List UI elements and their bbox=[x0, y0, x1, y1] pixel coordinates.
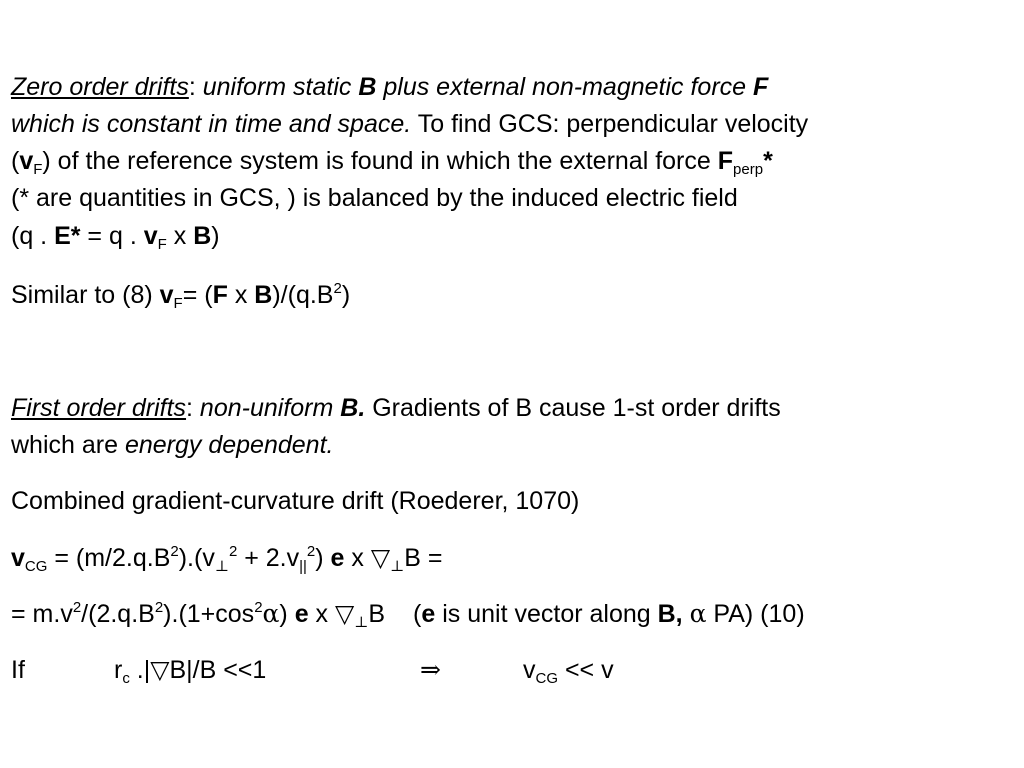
text: = ( bbox=[182, 281, 213, 309]
zero-order-line-1 bbox=[11, 72, 768, 102]
text: = q . bbox=[80, 222, 144, 250]
symbol-v: v bbox=[11, 544, 25, 572]
text: PA) (10) bbox=[706, 600, 805, 628]
paren-open: ( bbox=[11, 147, 20, 175]
symbol-E: E* bbox=[54, 222, 81, 250]
superscript: 2 bbox=[170, 543, 179, 560]
zero-order-line-5 bbox=[11, 221, 220, 251]
symbol-F: F bbox=[212, 281, 228, 309]
text: ) bbox=[341, 281, 351, 309]
subscript-CG: CG bbox=[535, 670, 558, 687]
text bbox=[683, 600, 690, 628]
first-order-heading: First order drifts bbox=[11, 394, 187, 422]
nabla-symbol: ▽ bbox=[370, 543, 391, 572]
perp-symbol: ⊥ bbox=[214, 557, 229, 575]
text: ).(v bbox=[178, 544, 215, 572]
parallel-symbol: || bbox=[299, 558, 307, 575]
reference-system-text: ) of the reference system is found in which the external force bbox=[42, 147, 718, 175]
text: ) bbox=[315, 544, 331, 572]
text: )/(q.B bbox=[272, 281, 334, 309]
perp-symbol: ⊥ bbox=[390, 557, 405, 575]
similar-equation bbox=[11, 280, 350, 310]
superscript: 2 bbox=[228, 543, 238, 560]
nabla-symbol: ▽ bbox=[150, 655, 170, 684]
subscript-c: c bbox=[122, 670, 130, 687]
text: Similar to (8) bbox=[11, 281, 160, 309]
superscript: 2 bbox=[254, 599, 263, 616]
text: x bbox=[227, 281, 255, 309]
symbol-F: F bbox=[753, 73, 769, 101]
energy-dependent-text: energy dependent. bbox=[124, 431, 334, 459]
zero-order-line-3 bbox=[11, 146, 773, 176]
first-order-line-2 bbox=[11, 430, 333, 460]
combined-drift-line bbox=[11, 486, 579, 516]
text: ) bbox=[211, 222, 220, 250]
subscript-F: F bbox=[33, 161, 43, 178]
if-text: If bbox=[11, 656, 25, 684]
subscript-perp: perp bbox=[733, 161, 764, 178]
condition-result bbox=[523, 655, 614, 685]
zero-order-line-4 bbox=[11, 183, 738, 213]
text: ) bbox=[279, 600, 295, 628]
star: * bbox=[763, 147, 773, 175]
nabla-symbol: ▽ bbox=[335, 599, 355, 628]
symbol-e: e bbox=[330, 544, 345, 572]
colon: : bbox=[186, 394, 193, 422]
text: = m.v bbox=[11, 600, 73, 628]
text: x bbox=[308, 600, 336, 628]
constant-text: which is constant in time and space. bbox=[11, 110, 412, 138]
gcs-note-text: (* are quantities in GCS, ) is balanced by the induced electric field bbox=[11, 184, 738, 212]
symbol-B: B. bbox=[340, 394, 366, 422]
text: x bbox=[166, 222, 194, 250]
subscript-CG: CG bbox=[24, 558, 48, 575]
zero-order-lead-2: plus external non-magnetic force bbox=[376, 73, 754, 101]
zero-order-line-2 bbox=[11, 109, 808, 139]
text: which are bbox=[11, 431, 125, 459]
text: ).(1+cos bbox=[163, 600, 255, 628]
implies-arrow-icon: ⇒ bbox=[420, 655, 441, 684]
zero-order-heading: Zero order drifts bbox=[11, 73, 189, 101]
combined-drift-text: Combined gradient-curvature drift (Roederer, 1070) bbox=[11, 487, 580, 515]
superscript: 2 bbox=[154, 599, 164, 616]
superscript: 2 bbox=[72, 599, 82, 616]
symbol-v: v bbox=[523, 656, 536, 684]
gradient-curvature-equation bbox=[11, 543, 442, 573]
symbol-r: r bbox=[114, 656, 123, 684]
text: B bbox=[368, 600, 386, 628]
text: B|/B <<1 bbox=[169, 656, 267, 684]
condition-line bbox=[11, 655, 1011, 685]
perp-symbol: ⊥ bbox=[354, 613, 369, 631]
zero-order-lead: uniform static bbox=[195, 73, 359, 101]
gradients-text: Gradients of B cause 1-st order drifts bbox=[365, 394, 781, 422]
first-order-line-1 bbox=[11, 393, 781, 423]
symbol-F-perp: F bbox=[717, 147, 734, 175]
symbol-v: v bbox=[19, 147, 34, 175]
text: << v bbox=[558, 656, 614, 684]
gcs-text: To find GCS: perpendicular velocity bbox=[411, 110, 809, 138]
superscript-2: 2 bbox=[333, 280, 342, 297]
text: + 2.v bbox=[237, 544, 300, 572]
symbol-B: B bbox=[358, 73, 377, 101]
superscript: 2 bbox=[306, 543, 316, 560]
text: .| bbox=[129, 656, 151, 684]
slide-content bbox=[11, 0, 1016, 768]
symbol-e: e bbox=[421, 600, 436, 628]
text: B = bbox=[404, 544, 443, 572]
text: is unit vector along bbox=[435, 600, 658, 628]
symbol-v: v bbox=[143, 222, 158, 250]
subscript-F: F bbox=[157, 236, 167, 253]
colon: : bbox=[188, 73, 196, 101]
text: ( bbox=[413, 600, 422, 628]
alpha-symbol: α bbox=[262, 599, 280, 628]
text: x bbox=[344, 544, 371, 572]
subscript-F: F bbox=[173, 295, 183, 312]
text: (q . bbox=[11, 222, 55, 250]
condition-expression bbox=[114, 655, 266, 685]
symbol-v: v bbox=[159, 281, 174, 309]
text: /(2.q.B bbox=[81, 600, 155, 628]
first-order-lead: non-uniform bbox=[192, 394, 341, 422]
text: = (m/2.q.B bbox=[47, 544, 171, 572]
symbol-e: e bbox=[294, 600, 309, 628]
symbol-B: B, bbox=[657, 600, 683, 628]
equation-10 bbox=[11, 599, 805, 629]
symbol-B: B bbox=[254, 281, 273, 309]
symbol-B: B bbox=[193, 222, 212, 250]
alpha-symbol: α bbox=[689, 599, 707, 628]
